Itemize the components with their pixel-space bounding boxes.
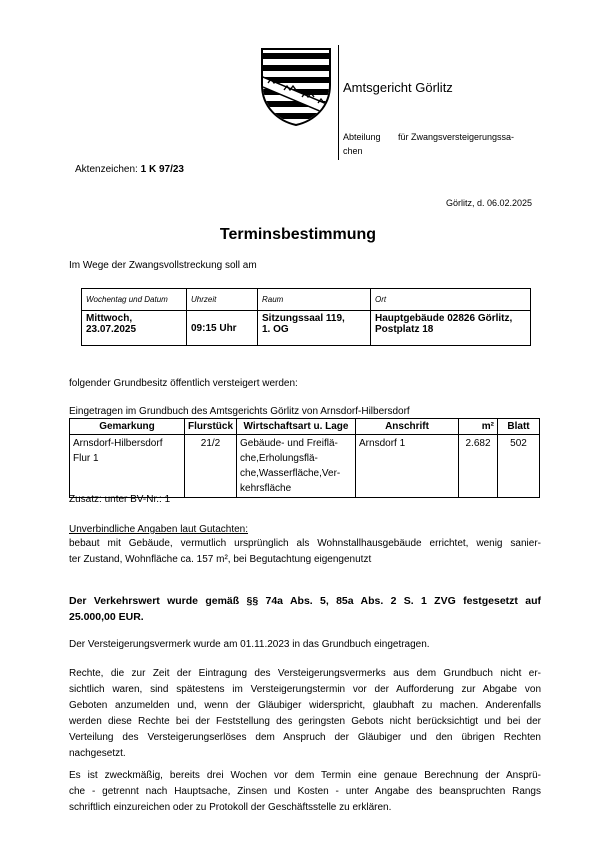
department-value-continued: chen bbox=[343, 146, 363, 156]
registration-note: Der Versteigerungsvermerk wurde am 01.11.2023 in das Grundbuch eingetragen. bbox=[69, 639, 430, 650]
file-number-label: Aktenzeichen: bbox=[75, 164, 138, 175]
file-number bbox=[75, 164, 184, 175]
advice-paragraph: Es ist zweckmäßig, bereits drei Wochen vor dem Termin eine genaue Berechnung der Ansprü- che - getrennt nach Hauptsache, Zinsen und Kosten - unter Angabe des beanspruchten Rangs schriftlich einzureichen oder zu Protokoll der Geschäftsstelle zu erklären. bbox=[69, 770, 541, 813]
place-date: Görlitz, d. 06.02.2025 bbox=[446, 198, 533, 208]
cell-gemarkung: Arnsdorf-Hilbersdorf Flur 1 bbox=[70, 435, 185, 498]
cell-wirtschaftsart: Gebäude- und Freiflä- che,Erholungsflä- che,Wasserfläche,Ver- kehrsfläche bbox=[237, 435, 356, 498]
header-room: Raum bbox=[258, 289, 371, 311]
intro-text: Im Wege der Zwangsvollstreckung soll am bbox=[69, 260, 257, 271]
file-number-value: 1 K 97/23 bbox=[140, 164, 184, 175]
saxony-coat-of-arms-logo bbox=[254, 45, 338, 129]
appointment-room: Sitzungssaal 119, 1. OG bbox=[258, 311, 371, 346]
appraisal-heading: Unverbindliche Angaben laut Gutachten: bbox=[69, 524, 249, 535]
court-name: Amtsgericht Görlitz bbox=[343, 80, 453, 95]
appointment-table bbox=[81, 288, 531, 346]
cell-flurstueck: 21/2 bbox=[185, 435, 237, 498]
cell-anschrift: Arnsdorf 1 bbox=[356, 435, 459, 498]
header-divider bbox=[338, 45, 339, 160]
appraisal-text: bebaut mit Gebäude, vermutlich ursprünglich als Wohnstallhausgebäude errichtet, wenig sanier- ter Zustand, Wohnfläche ca. 157 m², bei Begutachtung eigengenutzt bbox=[69, 538, 541, 565]
header-blatt: Blatt bbox=[498, 419, 540, 435]
table-row bbox=[70, 435, 540, 498]
department-label: Abteilung bbox=[343, 132, 381, 142]
land-register-caption: Eingetragen im Grundbuch des Amtsgerichts Görlitz von Arnsdorf-Hilbersdorf bbox=[69, 406, 410, 417]
appointment-day: Mittwoch, 23.07.2025 bbox=[82, 311, 187, 346]
header-flurstueck: Flurstück bbox=[185, 419, 237, 435]
cell-m2: 2.682 bbox=[459, 435, 498, 498]
cell-blatt: 502 bbox=[498, 435, 540, 498]
header-gemarkung: Gemarkung bbox=[70, 419, 185, 435]
department-value: für Zwangsversteigerungssa- bbox=[398, 132, 515, 142]
addition-text: Zusatz: unter BV-Nr.: 1 bbox=[69, 494, 171, 505]
header-weekday-date: Wochentag und Datum bbox=[82, 289, 187, 311]
page-title: Terminsbestimmung bbox=[219, 226, 377, 243]
market-value-text: Der Verkehrswert wurde gemäß §§ 74a Abs. 5, 85a Abs. 2 S. 1 ZVG festgesetzt auf 25.000,00 EUR. bbox=[69, 595, 541, 623]
header-anschrift: Anschrift bbox=[356, 419, 459, 435]
land-register-table bbox=[69, 418, 540, 498]
rights-paragraph: Rechte, die zur Zeit der Eintragung des Versteigerungsvermerks aus dem Grundbuch nicht er- sichtlich waren, sind spätestens im Versteigerungstermin vor der Aufforderung zur Abgabe von Geboten anzumelden und, wenn der Gläubiger widerspricht, glaubhaft zu machen. Anderenfalls werden diese Rechte bei der Feststellung des geringsten Gebots nicht berücksichtigt und bei der Verteilung des Versteigerungserlöses dem Anspruch der Gläubiger und den übrigen Rechten nachgesetzt. bbox=[69, 668, 541, 759]
header-place: Ort bbox=[371, 289, 531, 311]
header-wirtschaftsart: Wirtschaftsart u. Lage bbox=[237, 419, 356, 435]
appointment-place: Hauptgebäude 02826 Görlitz, Postplatz 18 bbox=[371, 311, 531, 346]
header-time: Uhrzeit bbox=[187, 289, 258, 311]
header-m2: m² bbox=[459, 419, 498, 435]
appointment-time: 09:15 Uhr bbox=[187, 311, 258, 346]
following-text: folgender Grundbesitz öffentlich versteigert werden: bbox=[69, 378, 298, 389]
